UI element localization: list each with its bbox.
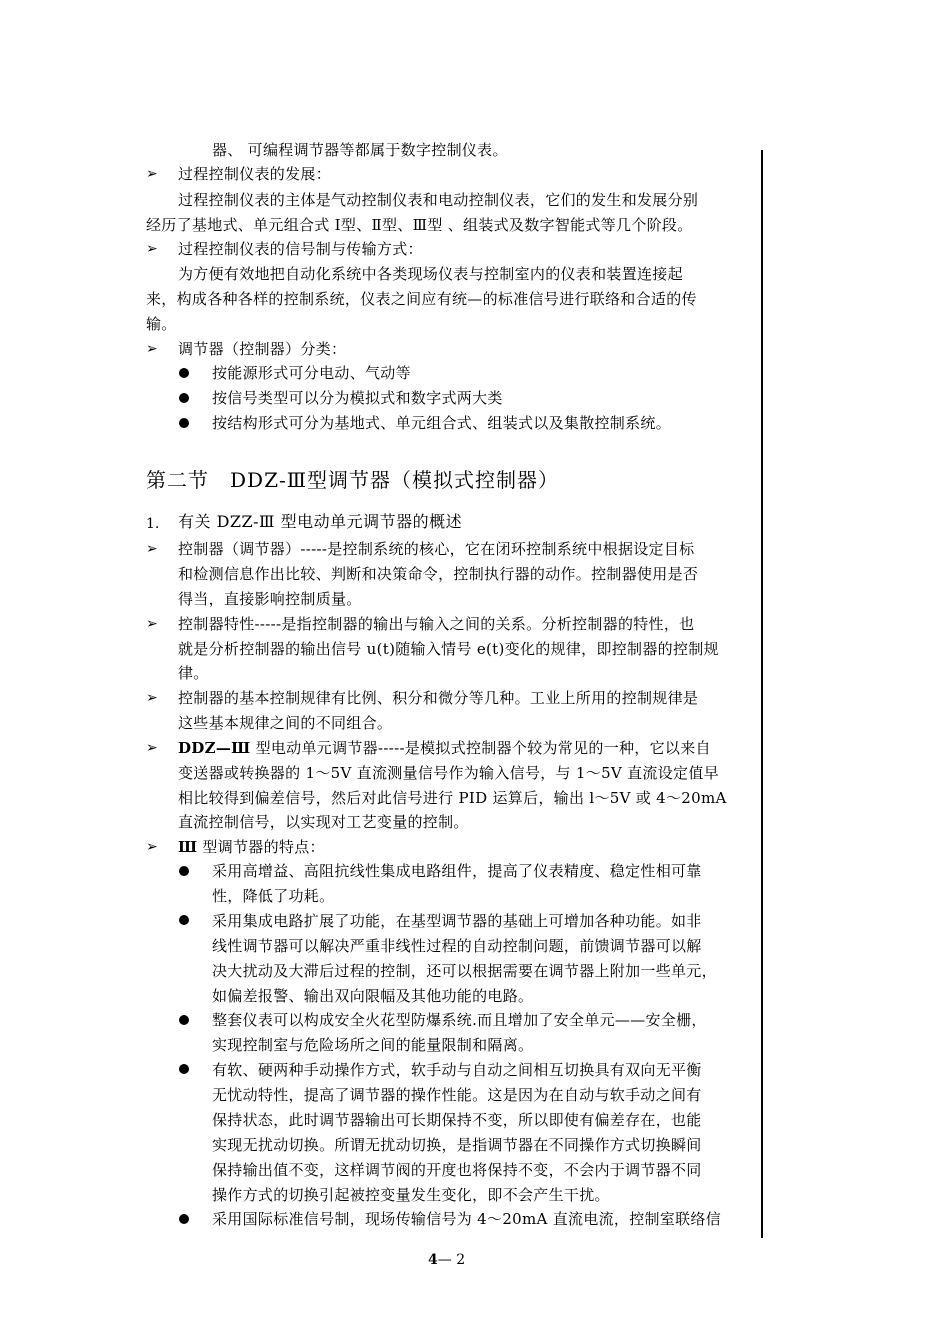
text-line: 实现无扰动切换。所谓无扰动切换，是指调节器在不同操作方式切换瞬间 (212, 1136, 702, 1154)
page-number (428, 1250, 465, 1270)
text-line: 实现控制室与危险场所之间的能量限制和隔离。 (212, 1036, 534, 1054)
bullet-heading (178, 835, 325, 859)
list-item: 有软、硬两种手动操作方式，软手动与自动之间相互切换具有双向无平衡 (212, 1061, 702, 1079)
bullet-heading: 过程控制仪表的发展： (178, 165, 332, 183)
subsection-title: 有关 DZZ-Ⅲ 型电动单元调节器的概述 (178, 512, 463, 531)
model-label: Ш (178, 838, 198, 856)
text-line (178, 736, 711, 760)
ddz-model-label: DDZ—Ш (178, 739, 251, 757)
page-index: — 2 (437, 1252, 466, 1268)
list-item: 采用高增益、高阻抗线性集成电路组件，提高了仪表精度、稳定性相可靠 (212, 862, 702, 880)
text-line: 保持输出值不变，这样调节阀的开度也将保持不变，不会内于调节器不同 (212, 1161, 702, 1179)
text-line: 和检测信息作出比较、判断和决策命令，控制执行器的动作。控制器使用是否 (178, 565, 699, 583)
text-line: 律。 (178, 664, 209, 682)
text-line: 控制器（调节器）-----是控制系统的核心，它在闭环控制系统中根据设定目标 (178, 540, 695, 558)
section-title: 第二节 DDZ-Ⅲ型调节器（模拟式控制器） (146, 468, 560, 492)
text-line: 控制器特性-----是指控制器的输出与输入之间的关系。分析控制器的特性，也 (178, 615, 695, 633)
arrow-bullet-icon: ➢ (146, 541, 158, 557)
text-line: 性，降低了功耗。 (212, 887, 335, 905)
list-item: 按结构形式可分为基地式、单元组合式、组装式以及集散控制系统。 (212, 414, 672, 432)
bullet-heading: 调节器（控制器）分类： (178, 340, 347, 358)
text-line: 控制器的基本控制规律有比例、积分和微分等几种。工业上所用的控制规律是 (178, 689, 699, 707)
dot-bullet-icon (179, 393, 189, 403)
text-line: 直流控制信号，以实现对工艺变量的控制。 (178, 813, 469, 831)
dot-bullet-icon (179, 418, 189, 428)
chapter-number: 4 (428, 1252, 438, 1268)
arrow-bullet-icon: ➢ (146, 166, 158, 182)
text-line: 经历了基地式、单元组合式 Ⅰ型、Ⅱ型、Ⅲ型 、组装式及数字智能式等几个阶段。 (146, 216, 693, 234)
dot-bullet-icon (179, 368, 189, 378)
text-line: 器、 可编程调节器等都属于数字控制仪表。 (212, 141, 508, 159)
list-item: 采用国际标准信号制，现场传输信号为 4～20mA 直流电流，控制室联络信 (212, 1210, 722, 1228)
text-line: 输。 (146, 315, 177, 333)
arrow-bullet-icon: ➢ (146, 616, 158, 632)
text-line: 相比较得到偏差信号，然后对此信号进行 PID 运算后，输出 l～5V 或 4～20mA (178, 789, 727, 807)
text-line: 变送器或转换器的 1～5V 直流测量信号作为输入信号，与 1～5V 直流设定值早 (178, 764, 719, 782)
text-segment: 型电动单元调节器-----是模拟式控制器个较为常见的一种，它以来自 (250, 739, 711, 757)
subsection-number: 1. (146, 516, 160, 532)
dot-bullet-icon (179, 1064, 189, 1074)
bullet-heading: 过程控制仪表的信号制与传输方式： (178, 240, 423, 258)
dot-bullet-icon (179, 1015, 189, 1025)
text-line: 为方便有效地把自动化系统中各类现场仪表与控制室内的仪表和装置连接起 (178, 265, 683, 283)
text-line: 决大扰动及大滞后过程的控制，还可以根据需要在调节器上附加一些单元， (212, 962, 717, 980)
text-line: 过程控制仪表的主体是气动控制仪表和电动控制仪表，它们的发生和发展分别 (178, 191, 699, 209)
dot-bullet-icon (179, 915, 189, 925)
text-line: 就是分析控制器的输出信号 u(t)随输入情号 e(t)变化的规律，即控制器的控制规 (178, 640, 719, 658)
arrow-bullet-icon: ➢ (146, 690, 158, 706)
margin-rule (761, 150, 763, 1238)
list-item: 采用集成电路扩展了功能，在基型调节器的基础上可增加各种功能。如非 (212, 912, 702, 930)
text-segment: 型调节器的特点： (197, 838, 325, 856)
list-item: 按信号类型可以分为模拟式和数字式两大类 (212, 389, 503, 407)
text-line: 线性调节器可以解决严重非线性过程的自动控制问题，前馈调节器可以解 (212, 937, 702, 955)
arrow-bullet-icon: ➢ (146, 341, 158, 357)
text-line: 得当，直接影响控制质量。 (178, 590, 362, 608)
text-line: 无忧动特性，提高了调节器的操作性能。这是因为在自动与软手动之间有 (212, 1086, 702, 1104)
list-item: 整套仪表可以构成安全火花型防爆系统.而且增加了安全单元——安全栅， (212, 1011, 707, 1029)
arrow-bullet-icon: ➢ (146, 740, 158, 756)
text-line: 这些基本规律之间的不同组合。 (178, 714, 393, 732)
arrow-bullet-icon: ➢ (146, 839, 158, 855)
text-line: 来，构成各种各样的控制系统，仪表之间应有统—的标准信号进行联络和合适的传 (146, 290, 697, 308)
text-line: 如偏差报警、输出双向限幅及其他功能的电路。 (212, 987, 534, 1005)
list-item: 按能源形式可分电动、气动等 (212, 364, 411, 382)
text-line: 操作方式的切换引起被控变量发生变化，即不会产生干扰。 (212, 1186, 610, 1204)
arrow-bullet-icon: ➢ (146, 241, 158, 257)
dot-bullet-icon (179, 1214, 189, 1224)
text-line: 保持状态，此时调节器输出可长期保持不变，所以即使有偏差存在，也能 (212, 1111, 702, 1129)
dot-bullet-icon (179, 866, 189, 876)
